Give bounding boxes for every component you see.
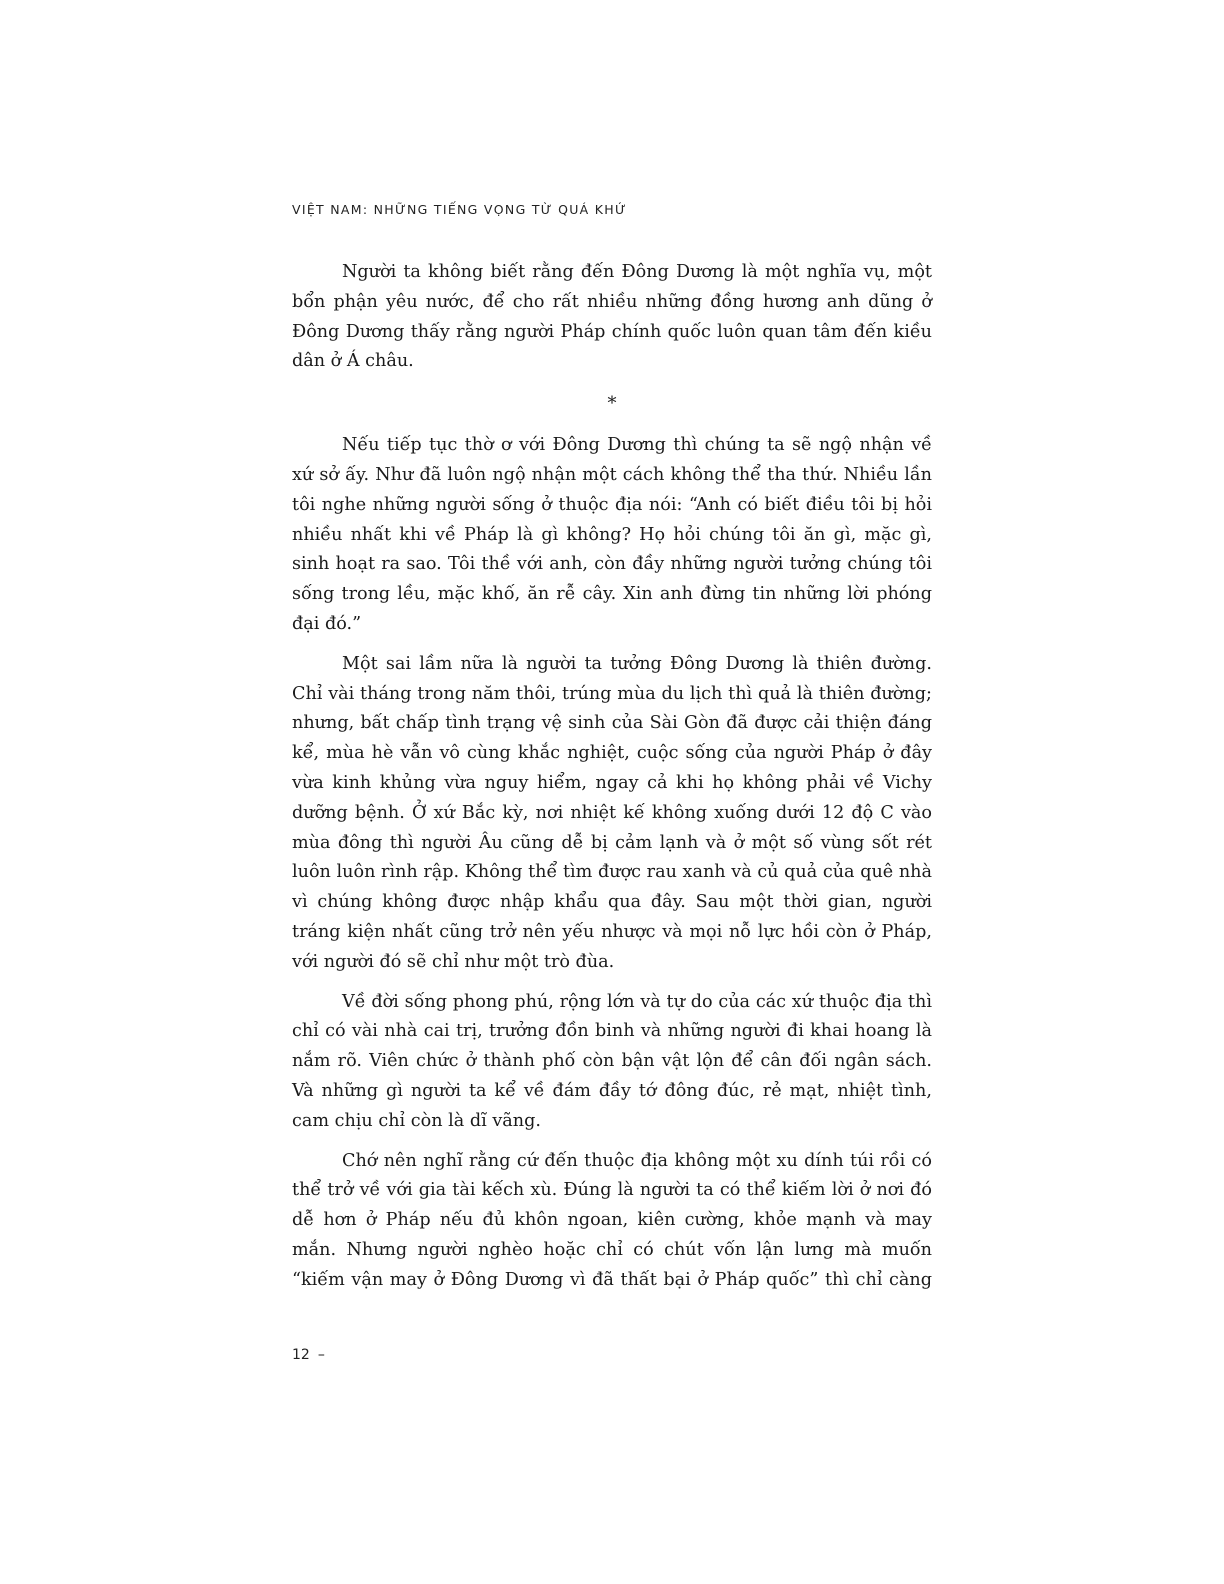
running-head: VIỆT NAM: NHỮNG TIẾNG VỌNG TỪ QUÁ KHỨ [292,202,627,217]
page-number: 12 [292,1347,310,1363]
folio-dash: – [317,1347,325,1363]
section-separator: * [607,393,617,415]
page-folio [292,1347,325,1363]
body-text [292,258,932,1306]
paragraph: Về đời sống phong phú, rộng lớn và tự do của các xứ thuộc địa thì chỉ có vài nhà cai trị, trưởng đồn binh và những người đi khai hoang là nắm rõ. Viên chức ở thành phố còn bận vật lộn để cân đối ngân sách. Và những gì người ta kể về đám đầy tớ đông đúc, rẻ mạt, nhiệt tình, cam chịu chỉ còn là dĩ vãng. [292,991,932,1131]
paragraph: Một sai lầm nữa là người ta tưởng Đông Dương là thiên đường. Chỉ vài tháng trong năm thôi, trúng mùa du lịch thì quả là thiên đường; nhưng, bất chấp tình trạng vệ sinh của Sài Gòn đã được cải thiện đáng kể, mùa hè vẫn vô cùng khắc nghiệt, cuộc sống của người Pháp ở đây vừa kinh khủng vừa nguy hiểm, ngay cả khi họ không phải về Vichy dưỡng bệnh. Ở xứ Bắc kỳ, nơi nhiệt kế không xuống dưới 12 độ C vào mùa đông thì người Âu cũng dễ bị cảm lạnh và ở một số vùng sốt rét luôn luôn rình rập. Không thể tìm được rau xanh và củ quả của quê nhà vì chúng không được nhập khẩu qua đây. Sau một thời gian, người tráng kiện nhất cũng trở nên yếu nhược và mọi nỗ lực hồi còn ở Pháp, với người đó sẽ chỉ như một trò đùa. [292,653,932,972]
paragraph: Nếu tiếp tục thờ ơ với Đông Dương thì chúng ta sẽ ngộ nhận về xứ sở ấy. Như đã luôn ngộ nhận một cách không thể tha thứ. Nhiều lần tôi nghe những người sống ở thuộc địa nói: “Anh có biết điều tôi bị hỏi nhiều nhất khi về Pháp là gì không? Họ hỏi chúng tôi ăn gì, mặc gì, sinh hoạt ra sao. Tôi thề với anh, còn đầy những người tưởng chúng tôi sống trong lều, mặc khố, ăn rễ cây. Xin anh đừng tin những lời phóng đại đó.” [292,435,932,634]
paragraph: Chớ nên nghĩ rằng cứ đến thuộc địa không một xu dính túi rồi có thể trở về với gia tài kếch xù. Đúng là người ta có thể kiếm lời ở nơi đó dễ hơn ở Pháp nếu đủ khôn ngoan, kiên cường, khỏe mạnh và may mắn. Nhưng người nghèo hoặc chỉ có chút vốn lận lưng mà muốn “kiếm vận may ở Đông Dương vì đã thất bại ở Pháp quốc” thì chỉ càng [292,1150,932,1290]
paragraph: Người ta không biết rằng đến Đông Dương là một nghĩa vụ, một bổn phận yêu nước, để cho rất nhiều những đồng hương anh dũng ở Đông Dương thấy rằng người Pháp chính quốc luôn quan tâm đến kiều dân ở Á châu. [292,262,932,372]
